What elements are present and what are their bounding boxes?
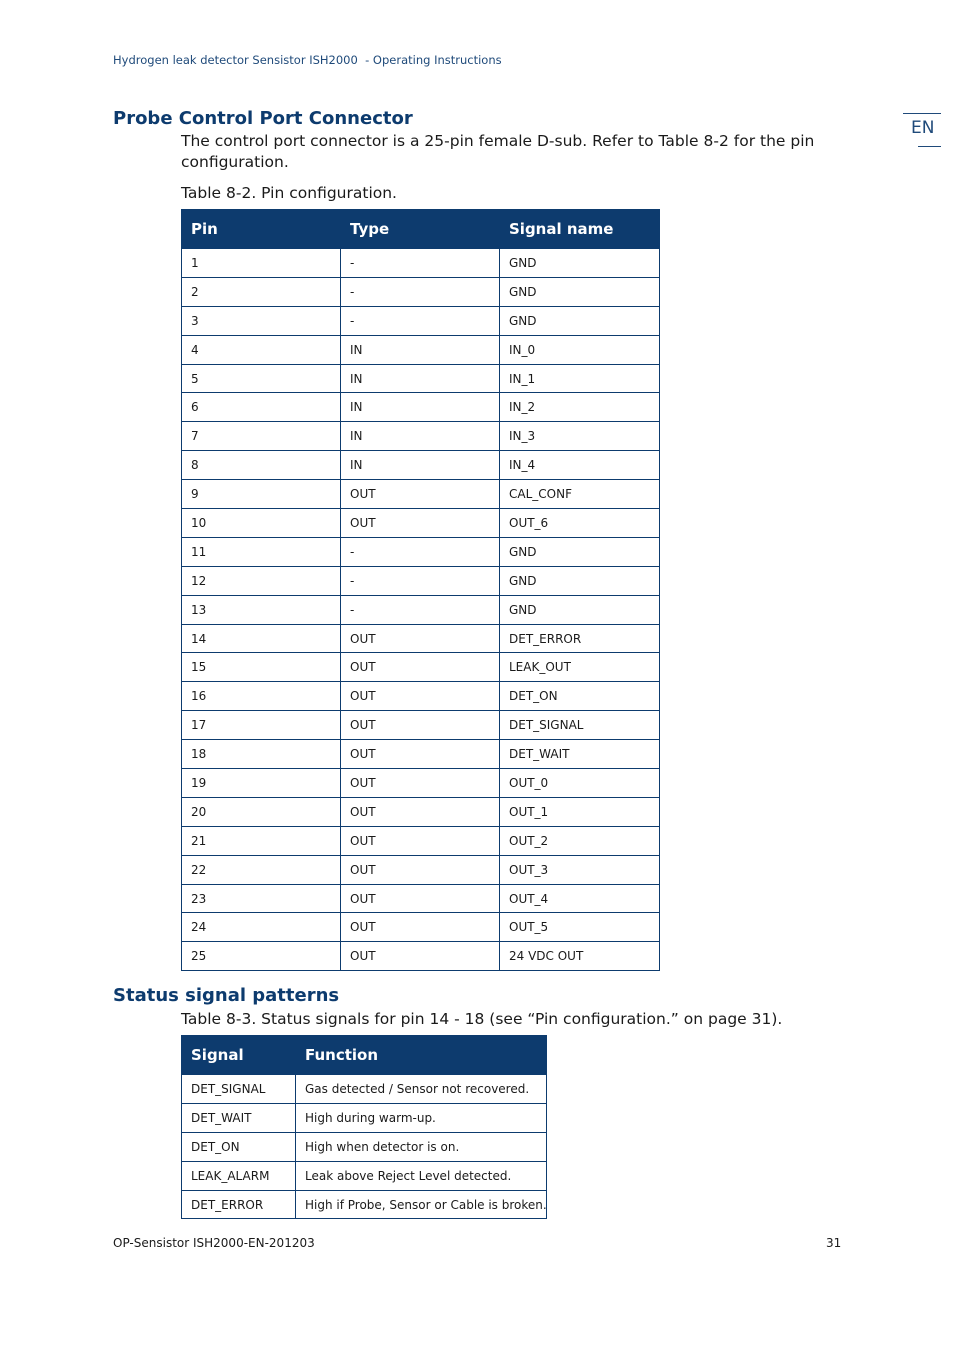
cell-function: High if Probe, Sensor or Cable is broken. <box>296 1190 547 1219</box>
cell-pin: 5 <box>182 364 341 393</box>
table-row <box>182 826 660 855</box>
cell-type: OUT <box>341 740 500 769</box>
cell-signal-name: OUT_5 <box>500 913 660 942</box>
cell-type: IN <box>341 335 500 364</box>
table-row <box>182 884 660 913</box>
language-label: EN <box>911 118 935 138</box>
cell-type: OUT <box>341 711 500 740</box>
cell-signal-name: OUT_0 <box>500 769 660 798</box>
cell-pin: 16 <box>182 682 341 711</box>
pin-table-caption: Table 8-2. Pin configuration. <box>181 184 397 202</box>
table-row <box>182 682 660 711</box>
page-number: 31 <box>826 1236 842 1250</box>
table-row <box>182 451 660 480</box>
cell-signal-name: LEAK_OUT <box>500 653 660 682</box>
cell-type: IN <box>341 422 500 451</box>
table-row <box>182 769 660 798</box>
cell-type: IN <box>341 364 500 393</box>
status-signals-table <box>181 1035 547 1219</box>
cell-pin: 8 <box>182 451 341 480</box>
cell-pin: 4 <box>182 335 341 364</box>
table-row <box>182 595 660 624</box>
cell-signal-name: DET_WAIT <box>500 740 660 769</box>
cell-signal-name: GND <box>500 566 660 595</box>
cell-type: OUT <box>341 826 500 855</box>
table-row <box>182 624 660 653</box>
table-row <box>182 1103 547 1132</box>
cell-signal-name: OUT_3 <box>500 855 660 884</box>
column-header-function: Function <box>296 1036 547 1075</box>
cell-signal-name: OUT_6 <box>500 509 660 538</box>
table-row <box>182 422 660 451</box>
status-table-caption: Table 8-3. Status signals for pin 14 - 18 (see “Pin configuration.” on page 31). <box>181 1010 783 1028</box>
table-row <box>182 537 660 566</box>
cell-type: - <box>341 566 500 595</box>
cell-pin: 6 <box>182 393 341 422</box>
column-header-signal-name: Signal name <box>500 210 660 249</box>
table-row <box>182 1161 547 1190</box>
table-header-row <box>182 1036 547 1075</box>
control-port-description: The control port connector is a 25-pin female D-sub. Refer to Table 8-2 for the pin configuration. <box>181 132 815 171</box>
cell-type: - <box>341 277 500 306</box>
table-row <box>182 942 660 971</box>
cell-type: OUT <box>341 509 500 538</box>
table-row <box>182 913 660 942</box>
table-row <box>182 653 660 682</box>
cell-type: OUT <box>341 884 500 913</box>
cell-pin: 24 <box>182 913 341 942</box>
cell-pin: 23 <box>182 884 341 913</box>
cell-pin: 19 <box>182 769 341 798</box>
cell-signal: DET_ERROR <box>182 1190 296 1219</box>
cell-function: High when detector is on. <box>296 1132 547 1161</box>
pin-configuration-table <box>181 209 660 971</box>
cell-signal-name: DET_ON <box>500 682 660 711</box>
cell-type: OUT <box>341 480 500 509</box>
cell-pin: 17 <box>182 711 341 740</box>
table-row <box>182 855 660 884</box>
cell-signal-name: IN_3 <box>500 422 660 451</box>
cell-pin: 12 <box>182 566 341 595</box>
section-title-control-port: Probe Control Port Connector <box>113 108 413 129</box>
cell-type: OUT <box>341 769 500 798</box>
cell-pin: 14 <box>182 624 341 653</box>
cell-pin: 10 <box>182 509 341 538</box>
cell-type: - <box>341 595 500 624</box>
table-row <box>182 1075 547 1104</box>
cell-signal: DET_ON <box>182 1132 296 1161</box>
cell-function: High during warm-up. <box>296 1103 547 1132</box>
table-row <box>182 711 660 740</box>
table-row <box>182 566 660 595</box>
cell-signal-name: 24 VDC OUT <box>500 942 660 971</box>
cell-signal-name: DET_ERROR <box>500 624 660 653</box>
table-row <box>182 277 660 306</box>
column-header-pin: Pin <box>182 210 341 249</box>
table-row <box>182 480 660 509</box>
running-header: Hydrogen leak detector Sensistor ISH2000 - Operating Instructions <box>113 53 502 67</box>
cell-signal-name: GND <box>500 277 660 306</box>
cell-signal-name: IN_1 <box>500 364 660 393</box>
section-title-status-signals: Status signal patterns <box>113 985 340 1006</box>
cell-signal-name: IN_0 <box>500 335 660 364</box>
table-row <box>182 306 660 335</box>
cell-signal-name: GND <box>500 595 660 624</box>
cell-pin: 11 <box>182 537 341 566</box>
cell-signal-name: IN_4 <box>500 451 660 480</box>
table-row <box>182 1190 547 1219</box>
cell-signal-name: IN_2 <box>500 393 660 422</box>
table-row <box>182 1132 547 1161</box>
table-row <box>182 335 660 364</box>
cell-type: - <box>341 249 500 278</box>
cell-pin: 22 <box>182 855 341 884</box>
cell-type: OUT <box>341 682 500 711</box>
cell-signal-name: GND <box>500 249 660 278</box>
cell-signal-name: GND <box>500 306 660 335</box>
table-row <box>182 249 660 278</box>
column-header-type: Type <box>341 210 500 249</box>
cell-pin: 9 <box>182 480 341 509</box>
table-header-row <box>182 210 660 249</box>
cell-pin: 3 <box>182 306 341 335</box>
cell-pin: 18 <box>182 740 341 769</box>
cell-signal-name: CAL_CONF <box>500 480 660 509</box>
language-tab <box>903 113 941 147</box>
cell-signal: DET_SIGNAL <box>182 1075 296 1104</box>
language-tab-divider <box>918 146 941 147</box>
cell-type: OUT <box>341 942 500 971</box>
cell-type: OUT <box>341 624 500 653</box>
cell-type: OUT <box>341 855 500 884</box>
column-header-signal: Signal <box>182 1036 296 1075</box>
cell-type: OUT <box>341 913 500 942</box>
cell-pin: 13 <box>182 595 341 624</box>
cell-type: - <box>341 306 500 335</box>
cell-type: IN <box>341 393 500 422</box>
cell-function: Gas detected / Sensor not recovered. <box>296 1075 547 1104</box>
cell-signal-name: OUT_2 <box>500 826 660 855</box>
table-row <box>182 509 660 538</box>
cell-signal-name: OUT_4 <box>500 884 660 913</box>
cell-pin: 1 <box>182 249 341 278</box>
cell-pin: 25 <box>182 942 341 971</box>
cell-pin: 20 <box>182 797 341 826</box>
cell-signal: LEAK_ALARM <box>182 1161 296 1190</box>
table-row <box>182 797 660 826</box>
cell-pin: 21 <box>182 826 341 855</box>
table-row <box>182 740 660 769</box>
cell-signal-name: GND <box>500 537 660 566</box>
cell-signal: DET_WAIT <box>182 1103 296 1132</box>
cell-type: OUT <box>341 653 500 682</box>
cell-type: OUT <box>341 797 500 826</box>
cell-pin: 2 <box>182 277 341 306</box>
table-row <box>182 393 660 422</box>
cell-pin: 7 <box>182 422 341 451</box>
cell-type: - <box>341 537 500 566</box>
cell-function: Leak above Reject Level detected. <box>296 1161 547 1190</box>
cell-signal-name: OUT_1 <box>500 797 660 826</box>
cell-type: IN <box>341 451 500 480</box>
table-row <box>182 364 660 393</box>
footer-document-id: OP-Sensistor ISH2000-EN-201203 <box>113 1236 315 1250</box>
cell-signal-name: DET_SIGNAL <box>500 711 660 740</box>
cell-pin: 15 <box>182 653 341 682</box>
